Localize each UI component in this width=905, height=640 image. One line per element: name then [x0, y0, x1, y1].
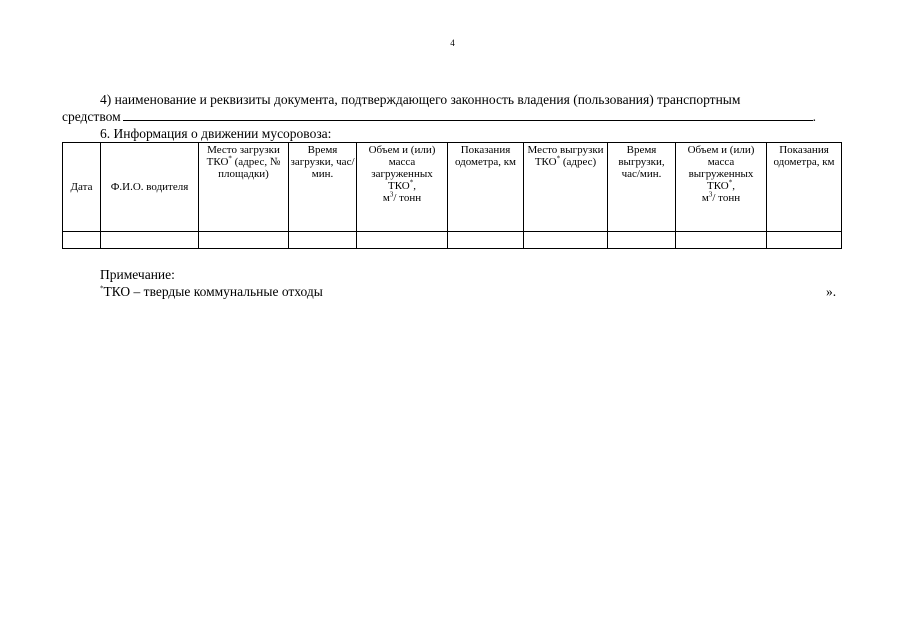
unit-rest: / тонн	[393, 192, 422, 204]
header-loading-place	[199, 143, 289, 232]
header-unloading-place-detail: (адрес)	[562, 156, 597, 168]
unit-m: м	[701, 192, 709, 204]
footnote-marker: *	[728, 178, 733, 187]
unit-m: м	[382, 192, 390, 204]
table-cell[interactable]	[357, 232, 448, 249]
table-cell[interactable]	[676, 232, 767, 249]
header-date: Дата	[63, 143, 101, 232]
table-cell[interactable]	[289, 232, 357, 249]
table-row	[63, 232, 842, 249]
footnote-marker: *	[100, 284, 104, 293]
footnote-marker: *	[556, 154, 561, 163]
truck-movement-table	[62, 142, 842, 249]
table-cell[interactable]	[608, 232, 676, 249]
unit-exponent: 3	[389, 190, 394, 199]
section-6-title: 6. Информация о движении мусоровоза:	[100, 126, 332, 141]
item-4-line2-end: .	[812, 109, 817, 124]
header-loading-place-detail: (адрес, № площадки)	[218, 156, 281, 180]
table-header-row	[63, 143, 842, 232]
header-unloading-time: Время выгрузки, час/мин.	[608, 143, 676, 232]
header-driver-name: Ф.И.О. водителя	[101, 143, 199, 232]
header-loading-place-main: Место загрузки ТКО	[206, 144, 280, 168]
header-loaded-volume-comma: ,	[413, 180, 416, 192]
closing-quote: ».	[826, 284, 837, 299]
header-unloaded-volume-comma: ,	[732, 180, 735, 192]
table-cell[interactable]	[101, 232, 199, 249]
page-number: 4	[450, 38, 455, 48]
note-text	[100, 283, 323, 300]
table-cell[interactable]	[524, 232, 608, 249]
header-loading-time: Время загрузки, час/мин.	[289, 143, 357, 232]
item-4-text: 4) наименование и реквизиты документа, подтверждающего законность владения (пользования) транспортным	[100, 92, 741, 107]
header-odometer-1: Показания одометра, км	[448, 143, 524, 232]
footnote-marker: *	[409, 178, 414, 187]
header-unloading-place	[524, 143, 608, 232]
item-4-line2	[62, 108, 842, 125]
header-loaded-volume	[357, 143, 448, 232]
table-cell[interactable]	[63, 232, 101, 249]
table-cell[interactable]	[448, 232, 524, 249]
header-odometer-2: Показания одометра, км	[767, 143, 842, 232]
header-loaded-volume-main: Объем и (или) масса загруженных ТКО	[368, 144, 436, 192]
header-unloading-place-main: Место выгрузки ТКО	[527, 144, 604, 168]
table-cell[interactable]	[199, 232, 289, 249]
item-4-line2-label: средством	[62, 109, 121, 124]
table-cell[interactable]	[767, 232, 842, 249]
unit-rest: / тонн	[712, 192, 741, 204]
note-definition: ТКО – твердые коммунальные отходы	[103, 284, 323, 299]
header-unloaded-volume	[676, 143, 767, 232]
header-unloaded-volume-main: Объем и (или) масса выгруженных ТКО	[687, 144, 755, 192]
footnote-marker: *	[228, 154, 232, 163]
unit-exponent: 3	[708, 190, 713, 199]
fill-in-blank-line	[123, 109, 813, 121]
note-title: Примечание:	[100, 267, 175, 282]
